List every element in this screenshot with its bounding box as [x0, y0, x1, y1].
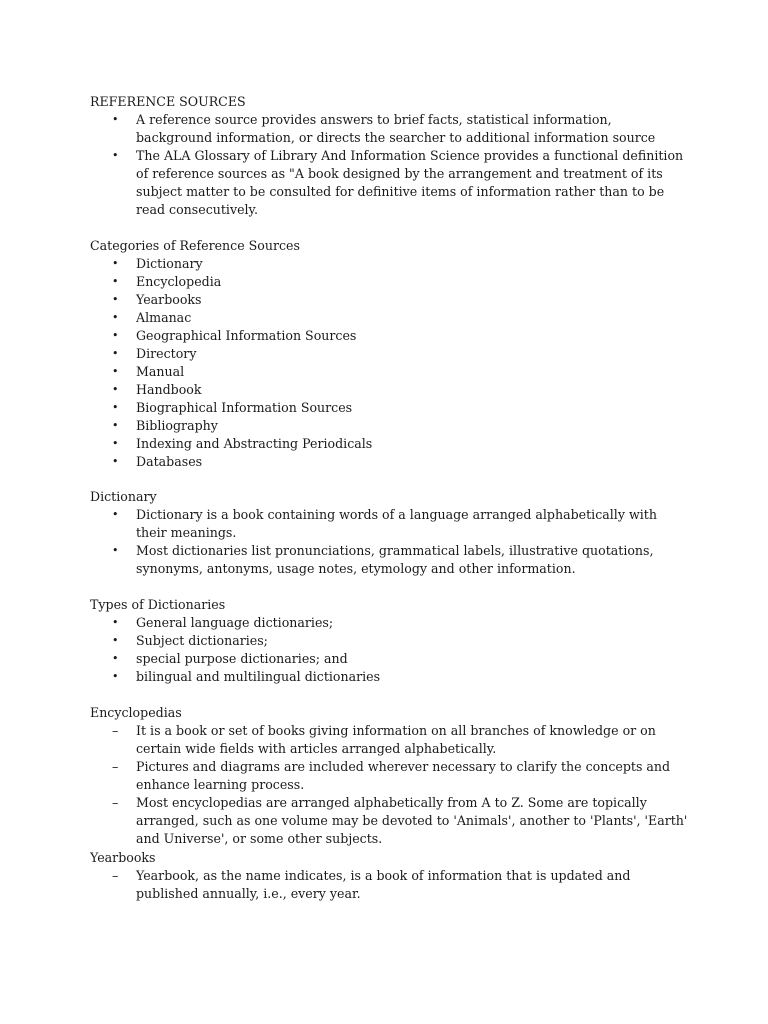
list-item: • General language dictionaries; — [112, 615, 334, 630]
dash-marker: – — [112, 868, 119, 883]
types-of-dictionaries-list — [90, 614, 690, 686]
list-item: • special purpose dictionaries; and — [112, 651, 348, 666]
list-item: • A reference source provides answers to brief facts, statistical information, background information, or directs the searcher to additional information source — [112, 112, 656, 145]
section-heading-types-of-dictionaries: Types of Dictionaries — [90, 597, 226, 612]
list-item: • Indexing and Abstracting Periodicals — [112, 436, 373, 451]
bullet-marker: • — [112, 257, 119, 270]
list-item: • Directory — [112, 346, 197, 361]
bullet-marker: • — [112, 293, 119, 306]
bullet-marker: • — [112, 347, 119, 360]
dash-marker: – — [112, 723, 119, 738]
section-heading-categories: Categories of Reference Sources — [90, 238, 300, 253]
bullet-marker: • — [112, 652, 119, 665]
yearbooks-list — [90, 867, 690, 903]
bullet-marker: • — [112, 275, 119, 288]
bullet-marker: • — [112, 437, 119, 450]
reference-sources-list — [90, 111, 690, 219]
list-item: • Most dictionaries list pronunciations, grammatical labels, illustrative quotations, synonyms, antonyms, usage notes, etymology and other information. — [112, 543, 654, 576]
list-item: • Manual — [112, 364, 185, 379]
bullet-marker: • — [112, 149, 119, 162]
list-item: • The ALA Glossary of Library And Information Science provides a functional definition of reference sources as "A book designed by the arrangement and treatment of its subject matter to be consulted for definitive items of information rather than to be read consecutively. — [112, 148, 684, 217]
bullet-marker: • — [112, 365, 119, 378]
bullet-marker: • — [112, 508, 119, 521]
list-item: • Bibliography — [112, 418, 218, 433]
section-heading-reference-sources: REFERENCE SOURCES — [90, 94, 246, 109]
list-item: • Subject dictionaries; — [112, 633, 268, 648]
bullet-marker: • — [112, 455, 119, 468]
bullet-marker: • — [112, 401, 119, 414]
list-item: • Almanac — [112, 310, 192, 325]
list-item: • Dictionary is a book containing words of a language arranged alphabetically with their meanings. — [112, 507, 657, 540]
list-item: • Databases — [112, 454, 203, 469]
list-item: – Pictures and diagrams are included wherever necessary to clarify the concepts and enhance learning process. — [112, 759, 671, 792]
dictionary-list — [90, 506, 690, 578]
list-item: • Encyclopedia — [112, 274, 222, 289]
list-item: • Handbook — [112, 382, 202, 397]
list-item: – It is a book or set of books giving information on all branches of knowledge or on certain wide fields with articles arranged alphabetically. — [112, 723, 656, 756]
section-heading-yearbooks: Yearbooks — [90, 850, 156, 865]
bullet-marker: • — [112, 311, 119, 324]
bullet-marker: • — [112, 419, 119, 432]
dash-marker: – — [112, 759, 119, 774]
list-item: • Geographical Information Sources — [112, 328, 357, 343]
bullet-marker: • — [112, 383, 119, 396]
bullet-marker: • — [112, 670, 119, 683]
bullet-marker: • — [112, 544, 119, 557]
bullet-marker: • — [112, 329, 119, 342]
list-item: • bilingual and multilingual dictionaries — [112, 669, 381, 684]
categories-list — [90, 255, 690, 471]
list-item: • Yearbooks — [112, 292, 202, 307]
encyclopedias-list — [90, 722, 690, 848]
list-item: – Yearbook, as the name indicates, is a book of information that is updated and published annually, i.e., every year. — [112, 868, 631, 901]
list-item: • Biographical Information Sources — [112, 400, 353, 415]
list-item: • Dictionary — [112, 256, 203, 271]
section-heading-encyclopedias: Encyclopedias — [90, 705, 182, 720]
bullet-marker: • — [112, 616, 119, 629]
bullet-marker: • — [112, 113, 119, 126]
dash-marker: – — [112, 795, 119, 810]
bullet-marker: • — [112, 634, 119, 647]
section-heading-dictionary: Dictionary — [90, 489, 157, 504]
list-item: – Most encyclopedias are arranged alphabetically from A to Z. Some are topically arranged, such as one volume may be devoted to 'Animals', another to 'Plants', 'Earth' and Universe', or some other subjects. — [112, 795, 688, 846]
